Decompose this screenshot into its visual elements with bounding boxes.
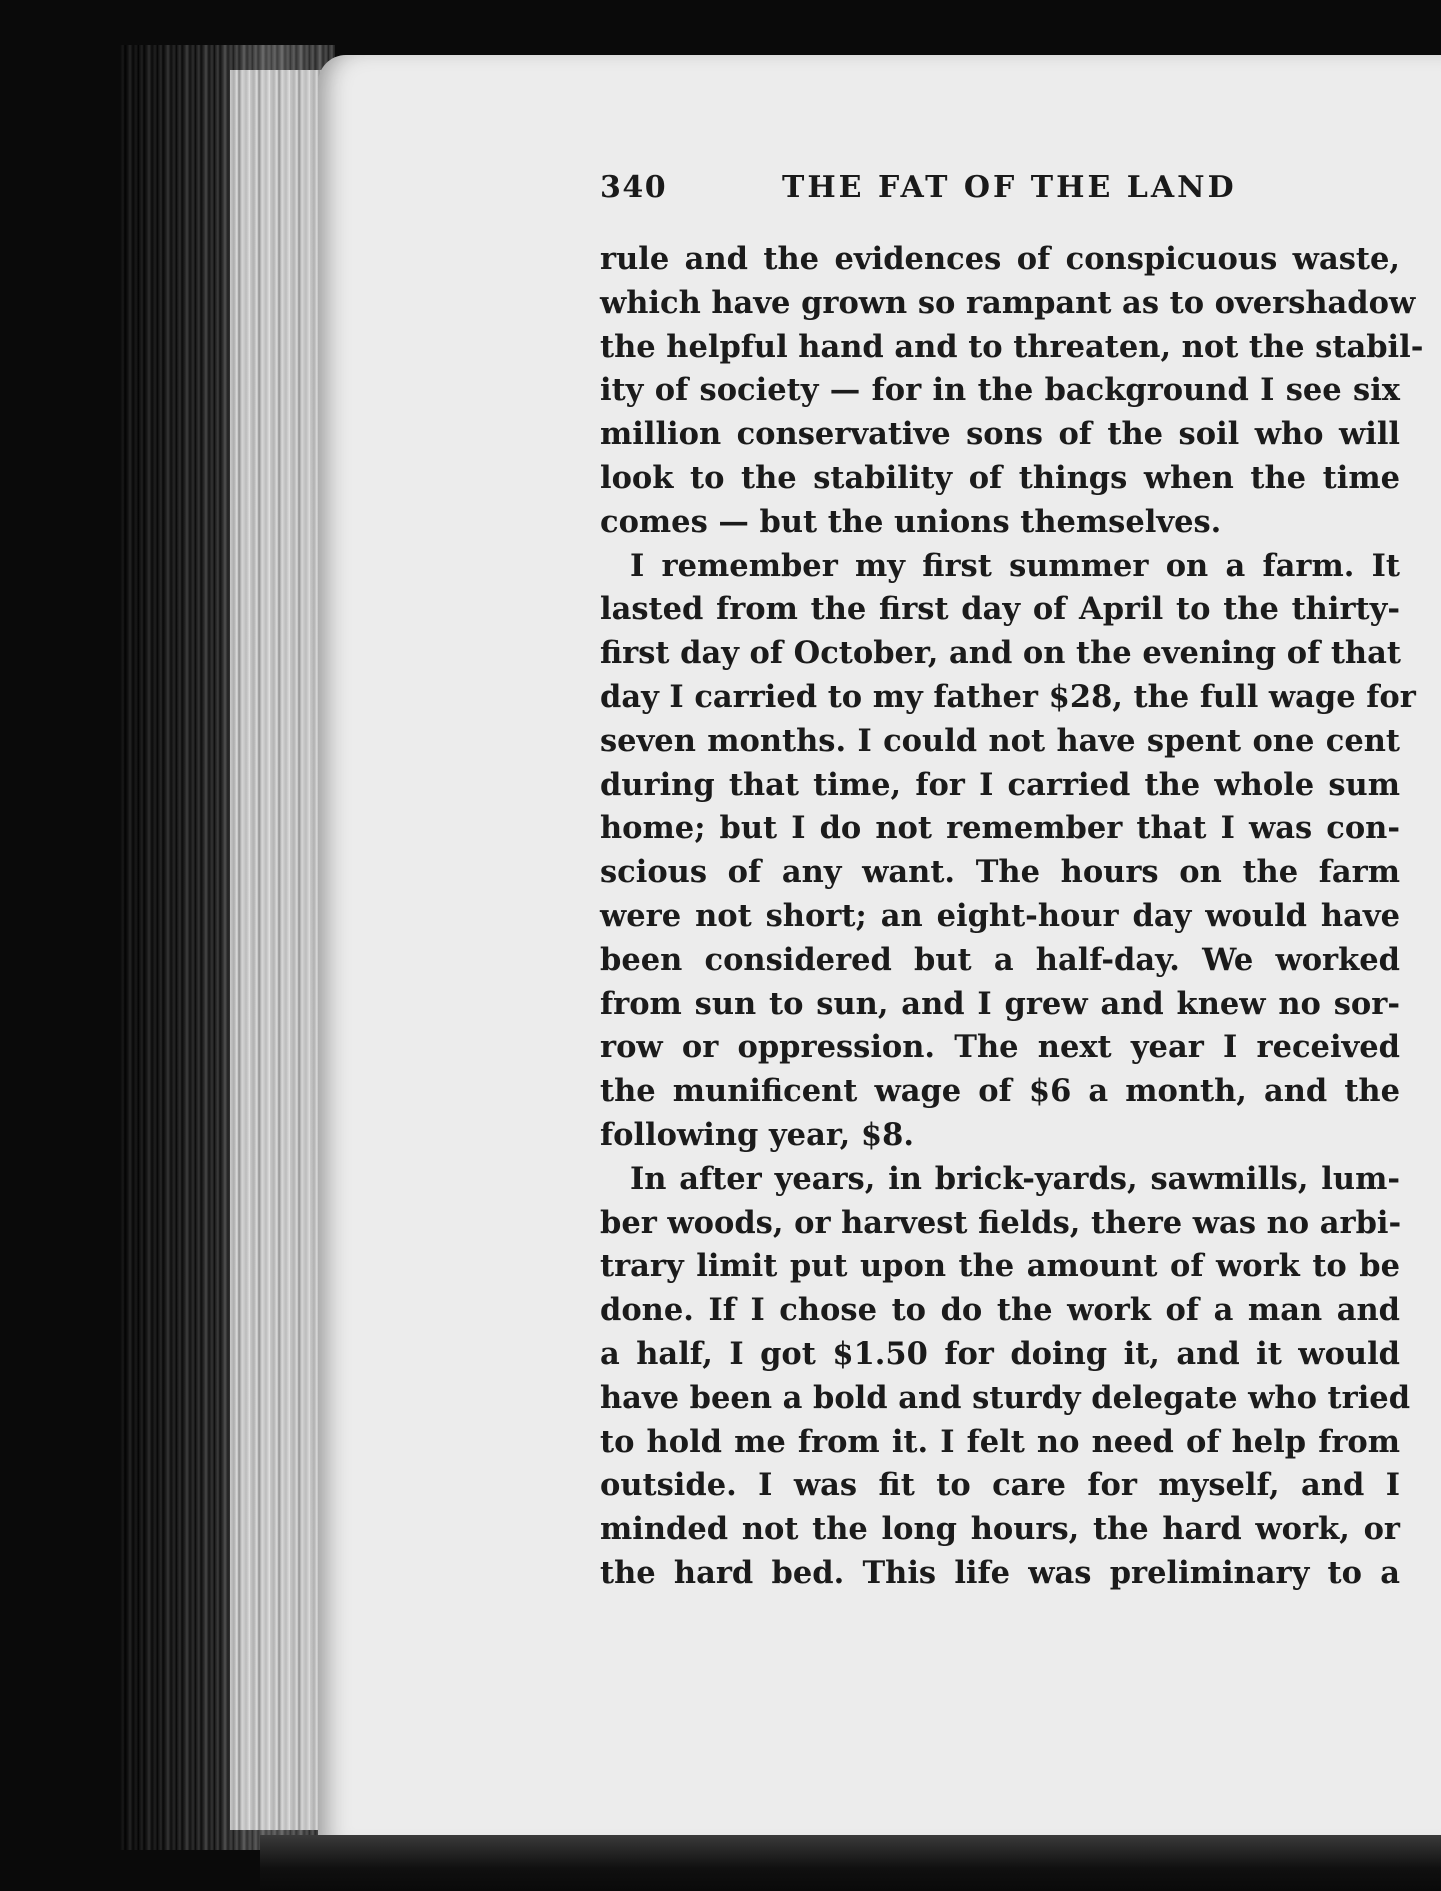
text-line: seven months. I could not have spent one cent <box>600 722 1400 759</box>
text-line: I remember my first summer on a farm. It <box>630 547 1400 584</box>
text-line: row or oppression. The next year I received <box>600 1029 1400 1066</box>
text-line: during that time, for I carried the whole sum <box>600 766 1400 803</box>
text-line: the munificent wage of $6 a month, and the <box>600 1073 1400 1110</box>
text-line: rule and the evidences of conspicuous waste, <box>600 241 1400 277</box>
text-line: trary limit put upon the amount of work to be <box>600 1248 1400 1285</box>
text-line: were not short; an eight-hour day would have <box>600 897 1400 934</box>
text-line: following year, $8. <box>600 1116 914 1153</box>
text-line: to hold me from it. I felt no need of help from <box>600 1423 1400 1460</box>
bottom-shadow <box>260 1835 1441 1891</box>
text-line: done. If I chose to do the work of a man and <box>600 1292 1400 1329</box>
text-line: the helpful hand and to threaten, not the stabil- <box>600 328 1424 365</box>
text-line: comes — but the unions themselves. <box>600 503 1222 540</box>
text-line: have been a bold and sturdy delegate who tried <box>600 1379 1411 1416</box>
text-line: ity of society — for in the background I see six <box>600 372 1400 409</box>
page-edge-lines <box>230 70 330 1830</box>
text-line: outside. I was fit to care for myself, and I <box>600 1467 1400 1504</box>
body-text <box>600 238 1424 1596</box>
text-line: million conservative sons of the soil who will <box>600 416 1400 453</box>
text-line: ber woods, or harvest fields, there was no arbi- <box>600 1204 1402 1241</box>
text-line: home; but I do not remember that I was con- <box>600 810 1400 847</box>
text-line: day I carried to my father $28, the full wage for <box>600 678 1416 715</box>
text-line: scious of any want. The hours on the farm <box>600 854 1400 891</box>
text-line: look to the stability of things when the time <box>600 459 1400 496</box>
text-line: minded not the long hours, the hard work, or <box>600 1511 1400 1548</box>
text-line: lasted from the first day of April to the thirty- <box>600 591 1400 628</box>
page-number: 340 <box>600 170 668 205</box>
text-line: been considered but a half-day. We worked <box>600 941 1400 978</box>
text-line: In after years, in brick-yards, sawmills, lum- <box>630 1160 1400 1197</box>
page-header <box>600 170 1400 210</box>
text-line: first day of October, and on the evening of that <box>600 635 1401 672</box>
text-line: the hard bed. This life was preliminary to a <box>600 1554 1400 1591</box>
text-line: which have grown so rampant as to overshadow <box>600 284 1416 321</box>
text-line: a half, I got $1.50 for doing it, and it would <box>600 1335 1400 1372</box>
running-head: THE FAT OF THE LAND <box>782 170 1237 205</box>
text-line: from sun to sun, and I grew and knew no sor- <box>600 985 1400 1022</box>
